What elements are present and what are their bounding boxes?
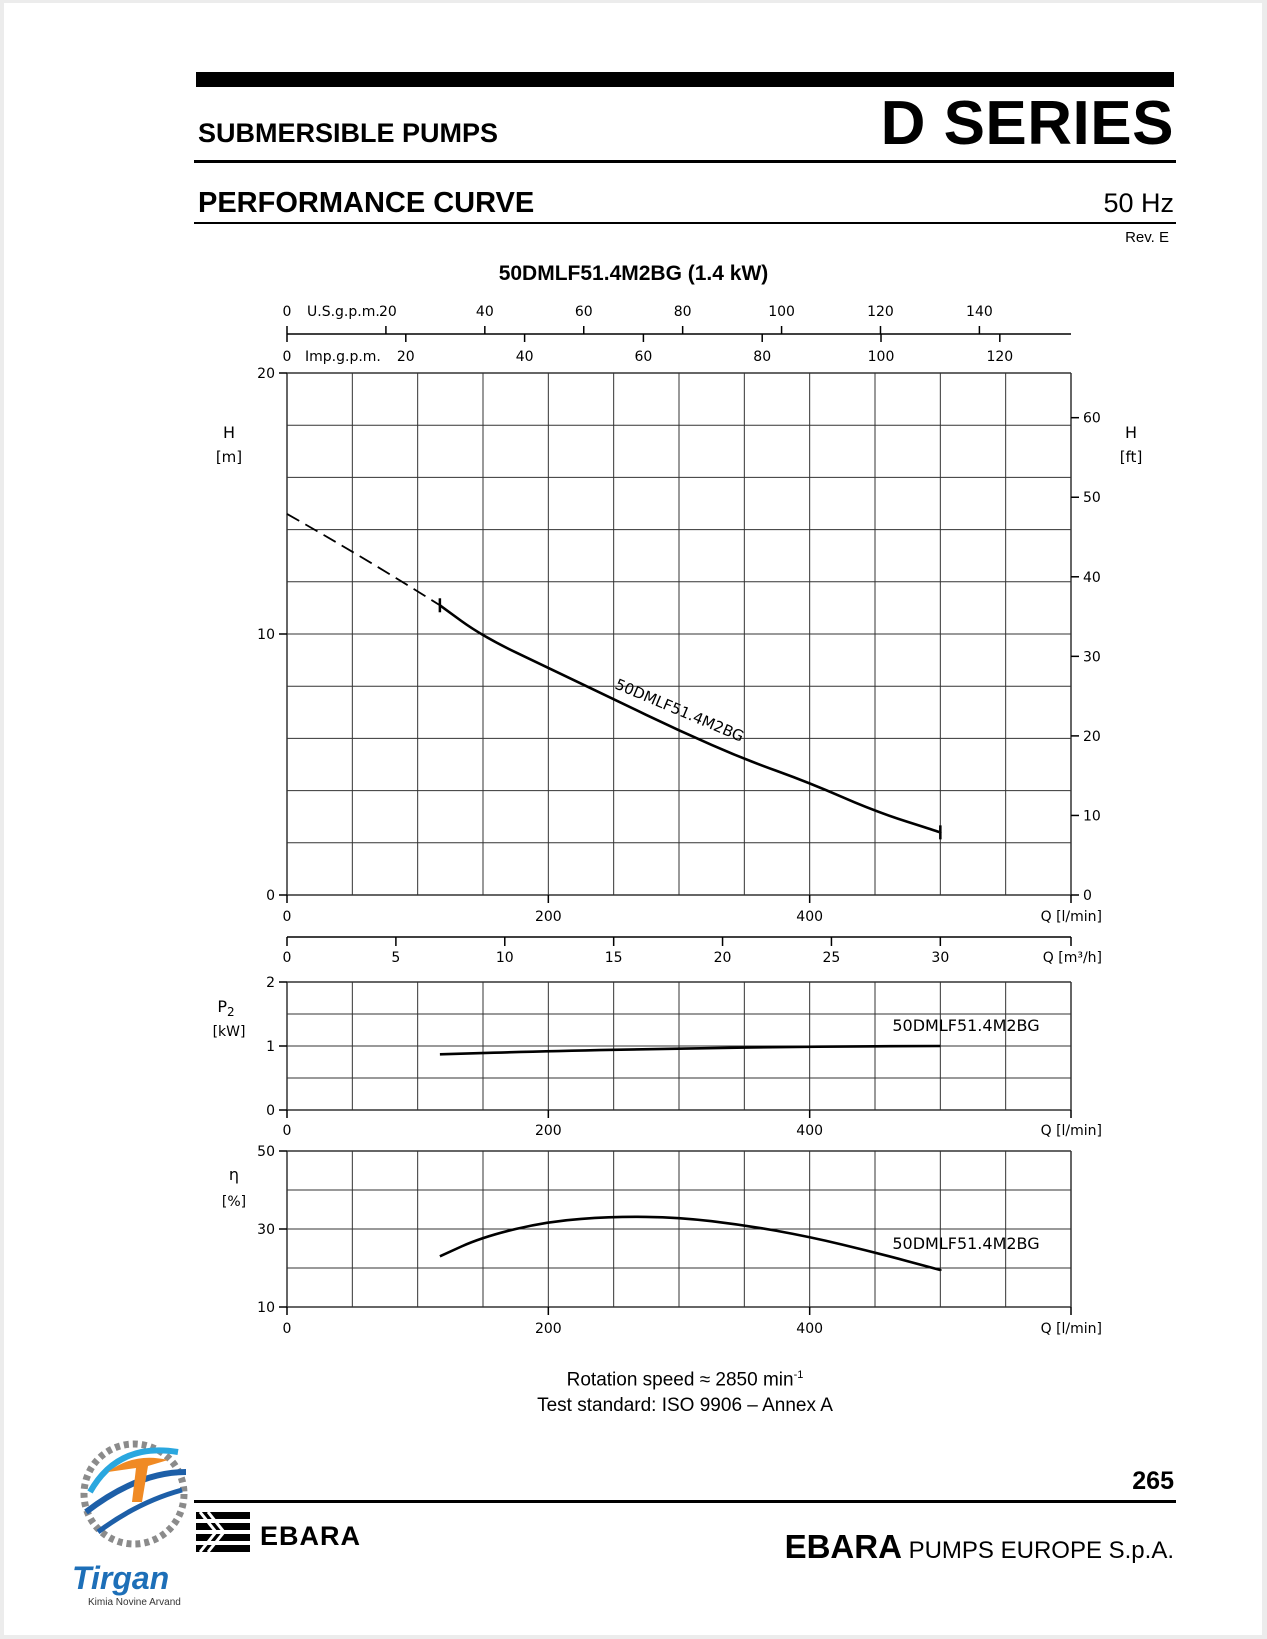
company-bold: EBARA: [784, 1528, 902, 1565]
divider: [194, 1500, 1176, 1503]
efficiency-y-tick-label: 30: [257, 1222, 275, 1238]
tirgan-logo-icon: [78, 1432, 190, 1560]
head-y2-tick-label: 60: [1083, 410, 1101, 427]
usgpm-tick-label: 140: [966, 304, 993, 320]
ebara-logo-icon: [196, 1512, 252, 1558]
company-name: [785, 1528, 1174, 1566]
head-y2-tick-label: 50: [1083, 490, 1101, 507]
efficiency-x-tick-label: 200: [534, 1321, 562, 1337]
impgpm-tick-label: 0: [282, 349, 292, 365]
rotation-note: [0, 1369, 1267, 1391]
power-y-axis-unit: [kW]: [212, 1024, 246, 1040]
m3h-axis-label: Q [m³/h]: [1042, 950, 1102, 966]
usgpm-axis-label: U.S.g.p.m.: [307, 304, 380, 320]
impgpm-tick-label: 20: [396, 349, 415, 365]
usgpm-tick-label: 60: [574, 304, 593, 320]
head-y2-tick-label: 0: [1083, 888, 1092, 904]
standard-note: Test standard: ISO 9906 – Annex A: [537, 1395, 833, 1416]
power-y-axis-sub: 2: [227, 1005, 235, 1019]
usgpm-tick-label: 120: [867, 304, 894, 320]
power-curve-label: 50DMLF51.4M2BG: [892, 1016, 1040, 1035]
head-x-tick-label: 200: [534, 909, 562, 925]
power-x-axis-label: Q [l/min]: [1040, 1123, 1102, 1139]
head-x-axis-label: Q [l/min]: [1040, 909, 1102, 925]
power-y-tick-label: 0: [266, 1103, 275, 1119]
power-y-axis-label: $P_2$: [217, 997, 235, 1019]
ebara-logo-text: EBARA: [260, 1521, 362, 1551]
tirgan-logo-text: Tirgan: [72, 1560, 170, 1596]
impgpm-axis-label: Imp.g.p.m.: [305, 349, 381, 365]
head-curve-dashed: [287, 514, 440, 605]
efficiency-curve-label: 50DMLF51.4M2BG: [892, 1234, 1040, 1253]
usgpm-tick-label: 80: [673, 304, 692, 320]
usgpm-tick-label: 20: [379, 304, 397, 320]
m3h-tick-label: 15: [604, 950, 623, 966]
efficiency-curve: [440, 1217, 940, 1270]
efficiency-x-tick-label: 400: [796, 1321, 824, 1337]
head-x-tick-label: 0: [282, 909, 292, 925]
impgpm-tick-label: 100: [867, 349, 895, 365]
usgpm-tick-label: 40: [475, 304, 494, 320]
rotation-sup: -1: [793, 1369, 804, 1381]
m3h-tick-label: 5: [391, 950, 401, 966]
chart-title: 50DMLF51.4M2BG (1.4 kW): [498, 262, 769, 285]
category-title: SUBMERSIBLE PUMPS: [198, 118, 499, 148]
frequency-label: 50 Hz: [1103, 188, 1174, 218]
head-y2-tick-label: 10: [1083, 808, 1101, 825]
impgpm-tick-label: 80: [753, 349, 772, 365]
rotation-text: Rotation speed ≈ 2850 min: [566, 1369, 794, 1391]
impgpm-tick-label: 120: [986, 349, 1014, 365]
power-x-tick-label: 400: [796, 1123, 824, 1139]
efficiency-y-axis-label: η: [228, 1165, 240, 1184]
head-y-axis-unit: [m]: [215, 448, 243, 466]
head-y2-tick-label: 40: [1083, 569, 1101, 586]
head-y-tick-label: 0: [266, 888, 275, 904]
power-y-tick-label: 2: [266, 975, 275, 991]
impgpm-tick-label: 40: [515, 349, 534, 365]
head-y2-tick-label: 20: [1083, 728, 1101, 745]
power-x-tick-label: 0: [282, 1123, 292, 1139]
usgpm-tick-label: 0: [282, 304, 292, 320]
head-y-tick-label: 10: [257, 627, 275, 643]
m3h-tick-label: 20: [713, 950, 732, 966]
head-y2-axis-label: H: [1124, 423, 1138, 442]
m3h-tick-label: 10: [495, 950, 514, 966]
section-title: PERFORMANCE CURVE: [198, 187, 535, 219]
revision-label: Rev. E: [1125, 229, 1169, 246]
head-curve-label: 50DMLF51.4M2BG: [612, 675, 747, 746]
m3h-tick-label: 25: [822, 950, 841, 966]
efficiency-y-tick-label: 50: [257, 1144, 275, 1160]
m3h-tick-label: 30: [931, 950, 950, 966]
m3h-tick-label: 0: [282, 950, 292, 966]
efficiency-x-axis-label: Q [l/min]: [1040, 1321, 1102, 1337]
power-y-tick-label: 1: [266, 1039, 275, 1055]
usgpm-tick-label: 100: [768, 304, 795, 320]
page-number: 265: [1132, 1467, 1174, 1495]
head-y-axis-label: H: [222, 423, 236, 442]
impgpm-tick-label: 60: [634, 349, 653, 365]
head-y2-tick-label: 30: [1083, 649, 1101, 666]
company-rest: PUMPS EUROPE S.p.A.: [901, 1537, 1174, 1564]
efficiency-x-tick-label: 0: [282, 1321, 292, 1337]
head-y2-axis-unit: [ft]: [1119, 448, 1143, 466]
head-y-tick-label: 20: [257, 366, 275, 382]
power-curve: [440, 1046, 940, 1054]
power-x-tick-label: 200: [534, 1123, 562, 1139]
head-x-tick-label: 400: [796, 909, 824, 925]
series-title: D SERIES: [880, 89, 1174, 158]
tirgan-logo-subtitle: Kimia Novine Arvand: [88, 1597, 181, 1608]
efficiency-y-tick-label: 10: [257, 1300, 275, 1316]
efficiency-y-axis-unit: [%]: [221, 1194, 247, 1210]
